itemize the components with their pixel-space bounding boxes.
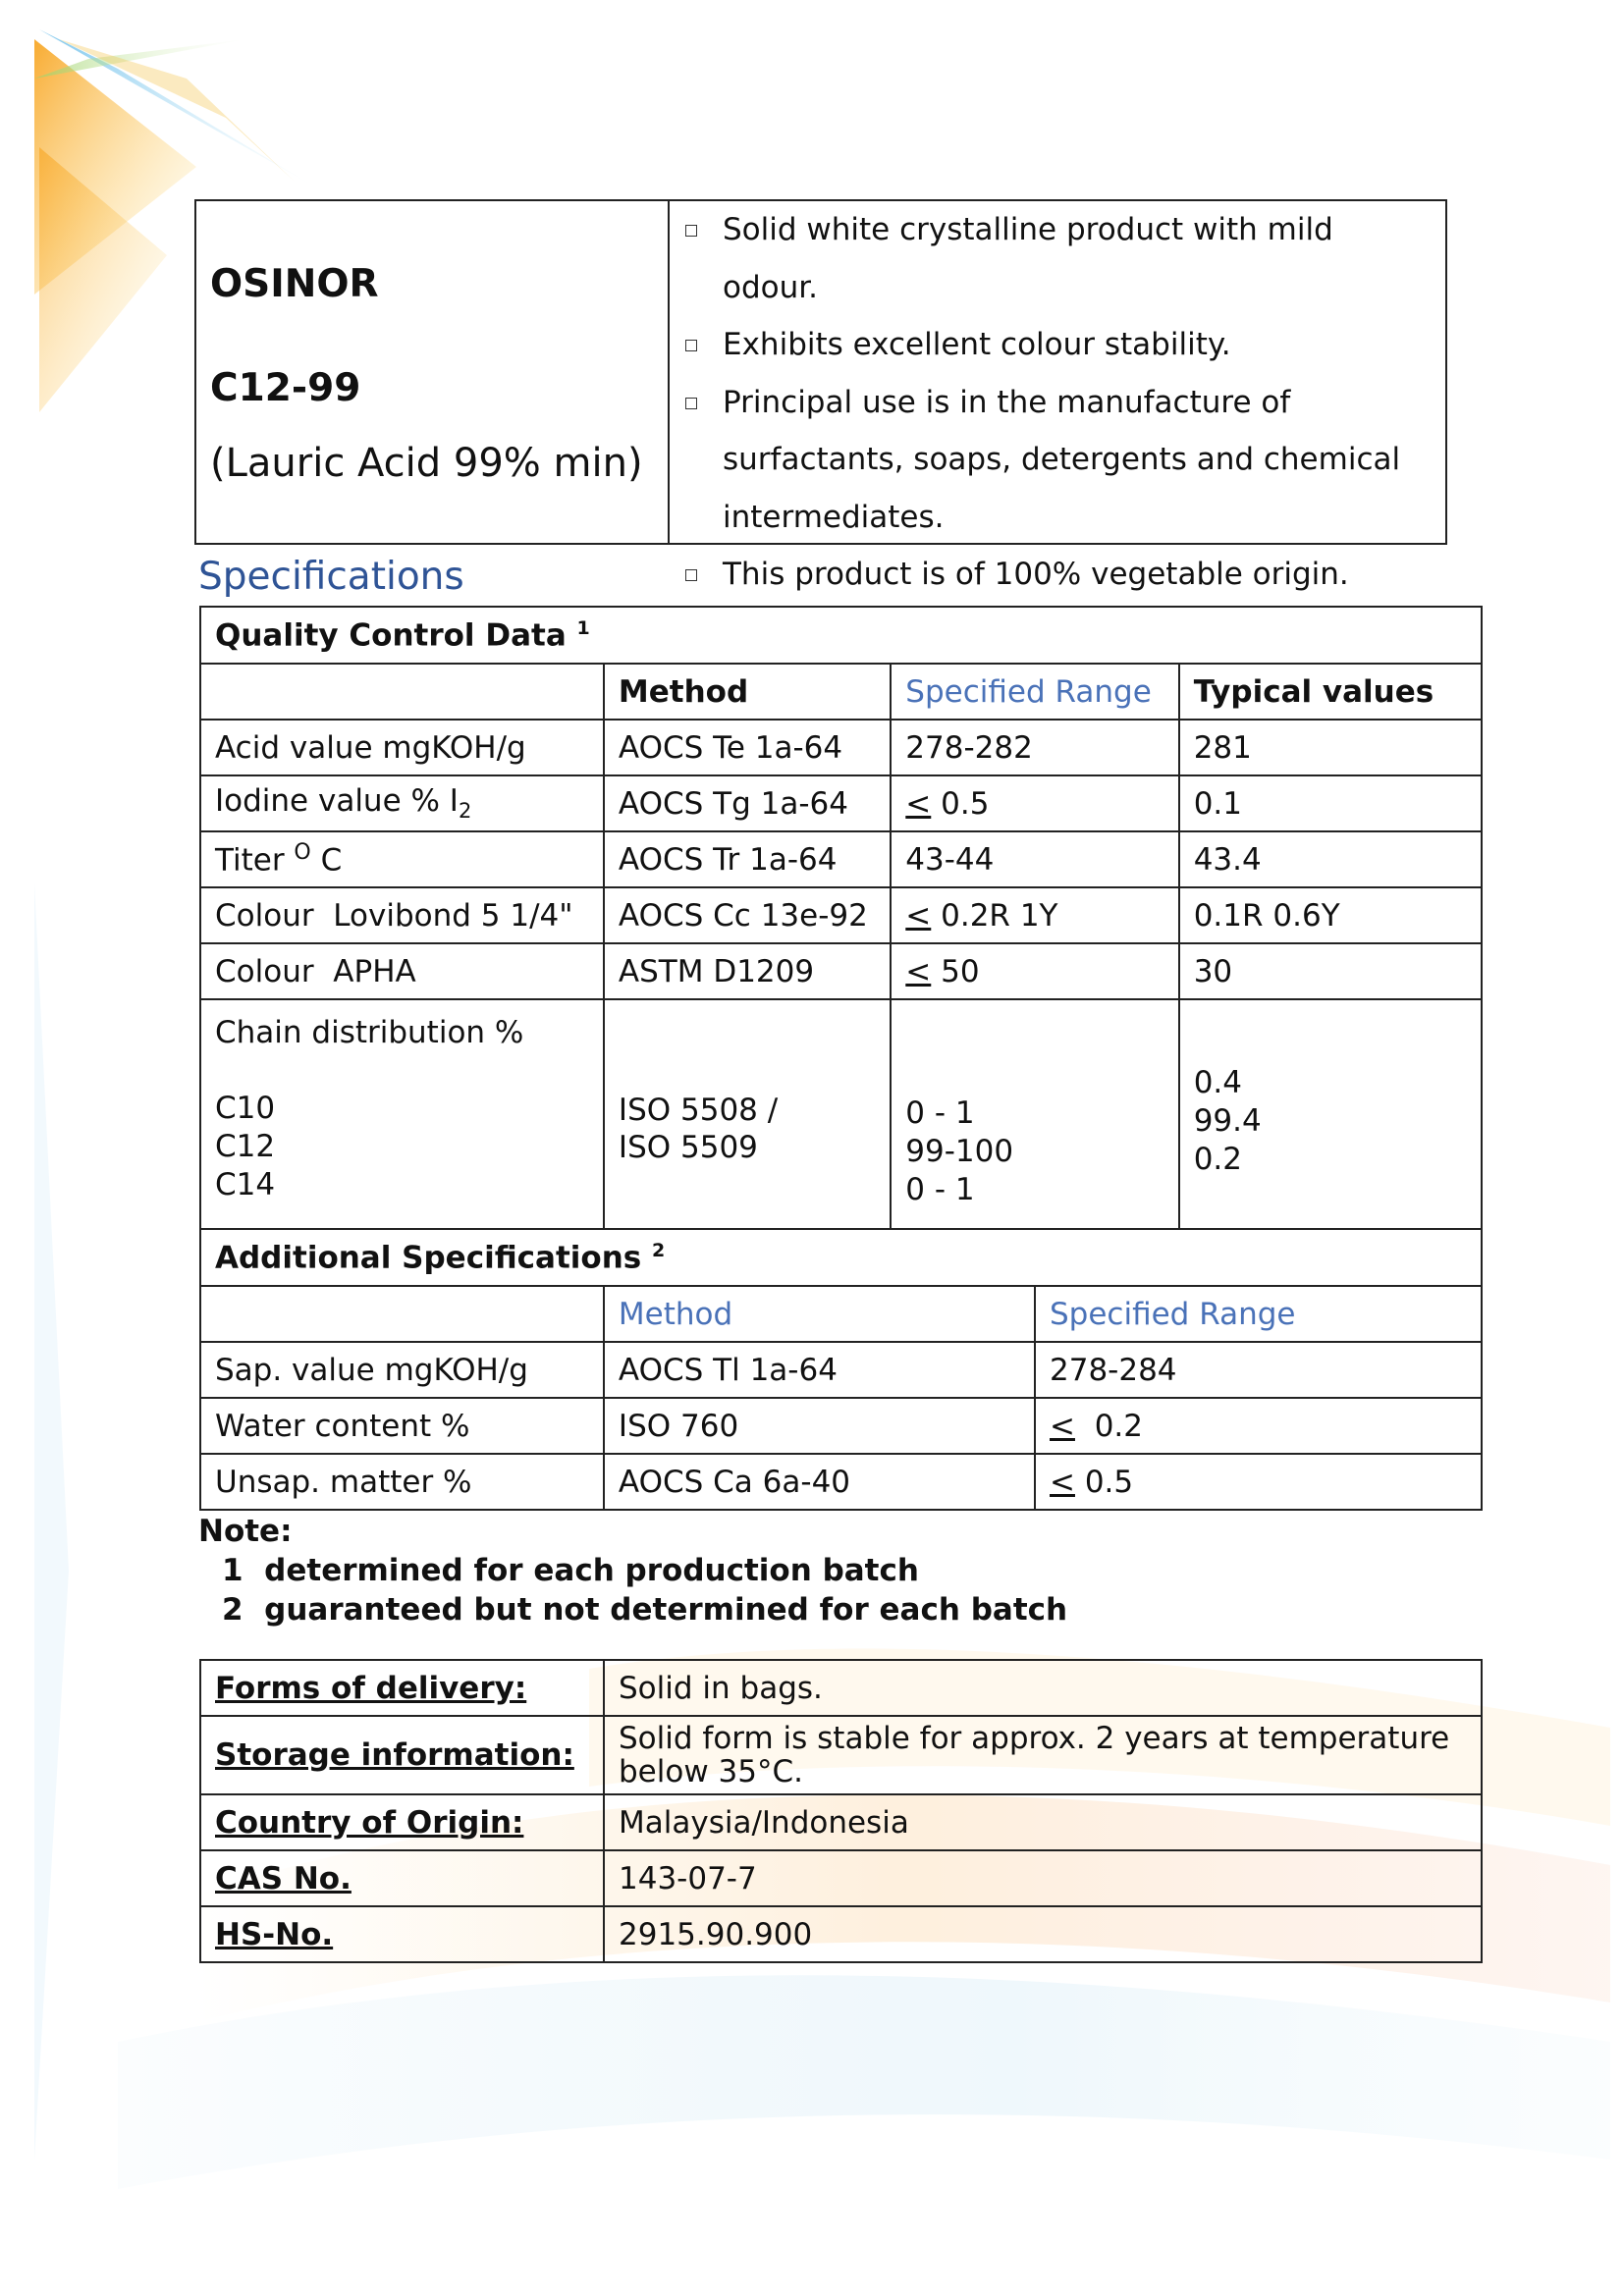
property-cell: Colour APHA <box>200 943 604 999</box>
typical-cell: 281 <box>1179 720 1482 775</box>
table-row <box>200 1660 1482 1716</box>
header-method: Method <box>604 1286 1035 1342</box>
info-value: Solid form is stable for approx. 2 years at temperature below 35°C. <box>604 1716 1482 1794</box>
method-cell: AOCS Tr 1a-64 <box>604 831 891 887</box>
feature-item: Solid white crystalline product with mild odour. <box>685 201 1435 316</box>
range-cell: 278-284 <box>1035 1342 1482 1398</box>
product-features <box>670 201 1445 592</box>
table-row <box>200 1398 1482 1454</box>
property-cell: Unsap. matter % <box>200 1454 604 1510</box>
method-cell: ASTM D1209 <box>604 943 891 999</box>
chain-range-cell: 0 - 1 99-100 0 - 1 <box>891 999 1178 1229</box>
qc-header-row <box>200 664 1482 720</box>
note-item: 2 guaranteed but not determined for each batch <box>222 1592 1068 1628</box>
table-row <box>200 1342 1482 1398</box>
info-key: Country of Origin: <box>200 1794 604 1850</box>
table-row <box>200 831 1482 887</box>
header-specified-range: Specified Range <box>1035 1286 1482 1342</box>
info-key: CAS No. <box>200 1850 604 1906</box>
product-code: C12-99 <box>210 366 361 410</box>
info-key: Forms of delivery: <box>200 1660 604 1716</box>
table-row <box>200 1794 1482 1850</box>
quality-control-title: Quality Control Data $^1$ <box>200 607 1482 664</box>
additional-header-row <box>200 1286 1482 1342</box>
method-cell: AOCS Te 1a-64 <box>604 720 891 775</box>
method-cell: AOCS Tg 1a-64 <box>604 775 891 831</box>
chain-distribution-row <box>200 999 1482 1229</box>
info-value: Solid in bags. <box>604 1660 1482 1716</box>
range-cell: < 0.2 <box>1035 1398 1482 1454</box>
product-description: (Lauric Acid 99% min) <box>210 441 643 486</box>
range-cell: < 50 <box>891 943 1178 999</box>
table-row <box>200 720 1482 775</box>
header-typical-values: Typical values <box>1179 664 1482 720</box>
range-cell: < 0.5 <box>1035 1454 1482 1510</box>
specifications-heading: Specifications <box>198 555 464 599</box>
notes-label: Note: <box>198 1514 293 1549</box>
additional-title-row <box>200 1229 1482 1286</box>
header-empty <box>200 1286 604 1342</box>
range-cell: < 0.2R 1Y <box>891 887 1178 943</box>
chain-typical-cell: 0.4 99.4 0.2 <box>1179 999 1482 1229</box>
range-cell: < 0.5 <box>891 775 1178 831</box>
chain-property-cell: Chain distribution % C10 C12 C14 <box>200 999 604 1229</box>
range-cell: 278-282 <box>891 720 1178 775</box>
table-row <box>200 1906 1482 1962</box>
property-cell: Water content % <box>200 1398 604 1454</box>
product-identity <box>196 201 670 543</box>
property-cell: Acid value mgKOH/g <box>200 720 604 775</box>
info-key: HS-No. <box>200 1906 604 1962</box>
table-row <box>200 1716 1482 1794</box>
table-row <box>200 775 1482 831</box>
info-value: Malaysia/Indonesia <box>604 1794 1482 1850</box>
product-name: OSINOR <box>210 262 379 306</box>
info-key: Storage information: <box>200 1716 604 1794</box>
typical-cell: 30 <box>1179 943 1482 999</box>
chain-method-cell: ISO 5508 / ISO 5509 <box>604 999 891 1229</box>
property-cell: Sap. value mgKOH/g <box>200 1342 604 1398</box>
specifications-table <box>199 606 1483 1511</box>
method-cell: AOCS Tl 1a-64 <box>604 1342 1035 1398</box>
method-cell: ISO 760 <box>604 1398 1035 1454</box>
qc-title-row <box>200 607 1482 664</box>
checkbox-bullet-icon <box>685 316 723 351</box>
header-empty <box>200 664 604 720</box>
note-item: 1 determined for each production batch <box>222 1553 919 1588</box>
typical-cell: 0.1 <box>1179 775 1482 831</box>
header-specified-range: Specified Range <box>891 664 1178 720</box>
checkbox-bullet-icon <box>685 201 723 237</box>
table-row <box>200 1454 1482 1510</box>
table-row <box>200 943 1482 999</box>
property-cell: Titer $^O$ C <box>200 831 604 887</box>
feature-item: Principal use is in the manufacture of surfactants, soaps, detergents and chemical intermediates. <box>685 374 1435 547</box>
table-row <box>200 887 1482 943</box>
info-value: 2915.90.900 <box>604 1906 1482 1962</box>
checkbox-bullet-icon <box>685 374 723 409</box>
header-method: Method <box>604 664 891 720</box>
notes-block <box>198 1512 1067 1629</box>
additional-specifications-title: Additional Specifications $^2$ <box>200 1229 1482 1286</box>
property-cell: Colour Lovibond 5 1/4" <box>200 887 604 943</box>
property-cell: Iodine value % $I_2$ <box>200 775 604 831</box>
feature-item: Exhibits excellent colour stability. <box>685 316 1435 374</box>
method-cell: AOCS Cc 13e-92 <box>604 887 891 943</box>
table-row <box>200 1850 1482 1906</box>
info-value: 143-07-7 <box>604 1850 1482 1906</box>
method-cell: AOCS Ca 6a-40 <box>604 1454 1035 1510</box>
checkbox-bullet-icon <box>685 546 723 581</box>
feature-item: This product is of 100% vegetable origin. <box>685 546 1435 604</box>
typical-cell: 0.1R 0.6Y <box>1179 887 1482 943</box>
typical-cell: 43.4 <box>1179 831 1482 887</box>
feature-list <box>685 201 1435 604</box>
product-info-table <box>199 1659 1483 1963</box>
range-cell: 43-44 <box>891 831 1178 887</box>
